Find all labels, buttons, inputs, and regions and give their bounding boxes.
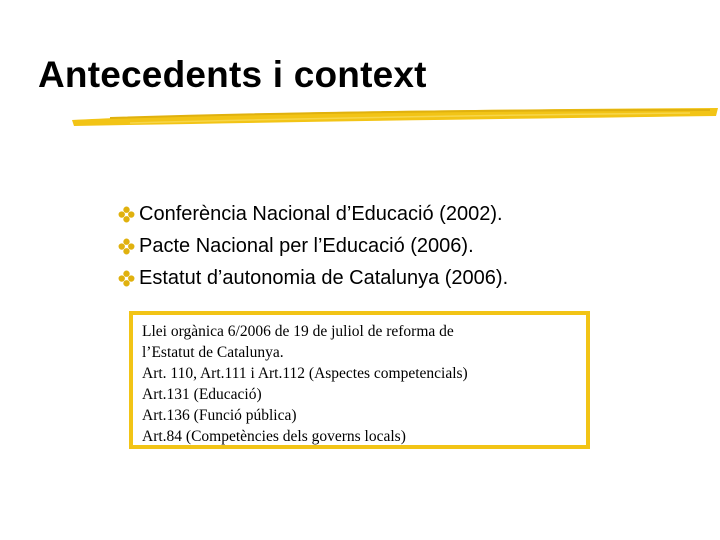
law-line: Art.136 (Funció pública)	[142, 407, 297, 424]
bullet-list	[118, 198, 508, 294]
law-line: Art.131 (Educació)	[142, 386, 262, 403]
diamond-icon	[118, 270, 135, 287]
diamond-icon	[118, 238, 135, 255]
law-line: Art. 110, Art.111 i Art.112 (Aspectes competencials)	[142, 365, 468, 382]
list-item	[118, 262, 508, 294]
slide-title: Antecedents i context	[38, 54, 427, 95]
law-line: Llei orgànica 6/2006 de 19 de juliol de reforma de	[142, 323, 454, 340]
list-item	[118, 230, 508, 262]
bullet-text: Conferència Nacional d’Educació (2002).	[139, 203, 503, 225]
diamond-icon	[118, 206, 135, 223]
law-line: Art.84 (Competències dels governs locals)	[142, 428, 406, 445]
law-line: l’Estatut de Catalunya.	[142, 344, 284, 361]
title-underline-brushstroke	[70, 104, 720, 130]
bullet-text: Pacte Nacional per l’Educació (2006).	[139, 235, 474, 257]
list-item	[118, 198, 508, 230]
bullet-text: Estatut d’autonomia de Catalunya (2006).	[139, 267, 509, 289]
law-references-box	[129, 311, 590, 449]
